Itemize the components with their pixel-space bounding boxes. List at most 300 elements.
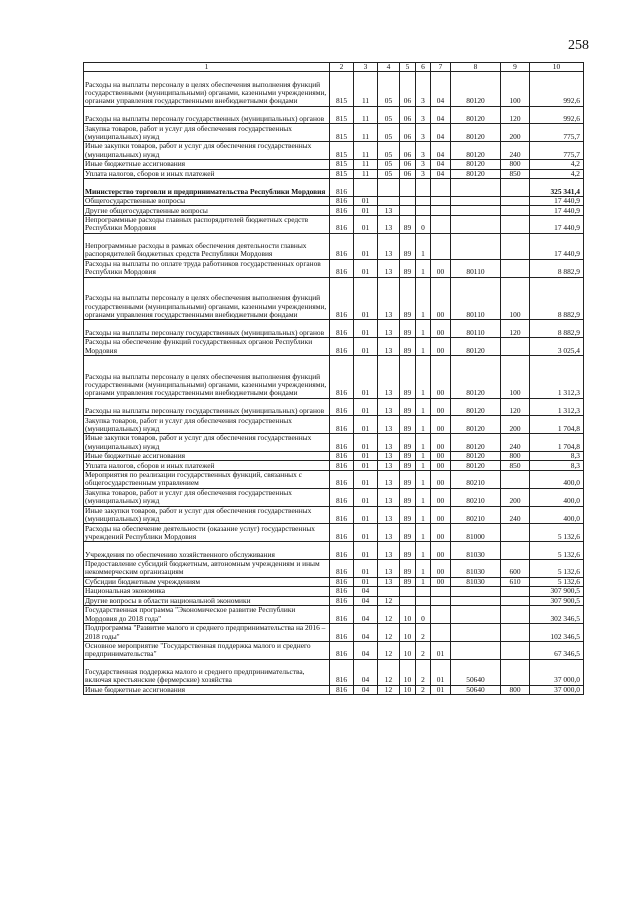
amount-cell: 17 440,9 — [530, 233, 584, 259]
code-cell-c3: 01 — [354, 398, 378, 416]
code-cell-c3: 04 — [354, 641, 378, 659]
code-cell-c9 — [501, 606, 530, 624]
code-cell-c4: 13 — [378, 542, 400, 560]
row-description: Иные закупки товаров, работ и услуг для обеспечения государственных (муниципальных) нужд — [84, 434, 330, 452]
column-header: 10 — [530, 63, 584, 72]
code-cell-c2: 816 — [330, 624, 354, 642]
code-cell-c9: 850 — [501, 169, 530, 179]
table-row — [84, 606, 584, 624]
code-cell-c7 — [431, 606, 451, 624]
code-cell-c8: 80120 — [451, 416, 501, 434]
amount-cell: 1 312,3 — [530, 355, 584, 398]
code-cell-c6: 2 — [416, 641, 431, 659]
code-cell-c2: 816 — [330, 685, 354, 695]
code-cell-c4: 13 — [378, 398, 400, 416]
code-cell-c2: 815 — [330, 124, 354, 142]
code-cell-c9: 800 — [501, 160, 530, 170]
code-cell-c8: 80110 — [451, 277, 501, 320]
code-cell-c5: 89 — [400, 577, 416, 587]
code-cell-c9: 100 — [501, 72, 530, 106]
table-row — [84, 206, 584, 216]
code-cell-c5: 10 — [400, 624, 416, 642]
table-row — [84, 320, 584, 338]
code-cell-c6: 1 — [416, 233, 431, 259]
amount-cell: 1 704,8 — [530, 416, 584, 434]
code-cell-c9: 240 — [501, 506, 530, 524]
row-description: Государственная программа "Экономическое развитие Республики Мордовия до 2018 года" — [84, 606, 330, 624]
code-cell-c5: 89 — [400, 416, 416, 434]
code-cell-c5: 06 — [400, 142, 416, 160]
table-row — [84, 398, 584, 416]
table-row — [84, 624, 584, 642]
table-row — [84, 169, 584, 179]
row-description: Основное мероприятие "Государственная поддержка малого и среднего предпринимательства" — [84, 641, 330, 659]
table-row — [84, 641, 584, 659]
amount-cell: 17 440,9 — [530, 196, 584, 206]
amount-cell: 17 440,9 — [530, 215, 584, 233]
code-cell-c9 — [501, 659, 530, 685]
column-header: 8 — [451, 63, 501, 72]
code-cell-c7: 04 — [431, 142, 451, 160]
code-cell-c4: 13 — [378, 259, 400, 277]
code-cell-c8: 50640 — [451, 659, 501, 685]
code-cell-c9 — [501, 259, 530, 277]
code-cell-c4: 13 — [378, 338, 400, 356]
code-cell-c4: 05 — [378, 124, 400, 142]
code-cell-c3: 01 — [354, 259, 378, 277]
code-cell-c2: 816 — [330, 488, 354, 506]
code-cell-c8: 80120 — [451, 451, 501, 461]
code-cell-c2: 816 — [330, 215, 354, 233]
amount-cell: 4,2 — [530, 160, 584, 170]
code-cell-c8: 81030 — [451, 542, 501, 560]
amount-cell: 8 882,9 — [530, 320, 584, 338]
amount-cell: 307 900,5 — [530, 587, 584, 597]
code-cell-c4: 05 — [378, 106, 400, 124]
amount-cell: 37 000,0 — [530, 685, 584, 695]
code-cell-c9 — [501, 215, 530, 233]
code-cell-c9 — [501, 524, 530, 542]
table-row — [84, 596, 584, 606]
code-cell-c7: 01 — [431, 641, 451, 659]
amount-cell: 400,0 — [530, 470, 584, 488]
table-row — [84, 233, 584, 259]
code-cell-c6: 3 — [416, 142, 431, 160]
code-cell-c5: 10 — [400, 606, 416, 624]
row-description: Непрограммные расходы в рамках обеспечения деятельности главных распорядителей бюджетных средств Республики Мордовия — [84, 233, 330, 259]
code-cell-c7 — [431, 179, 451, 197]
code-cell-c9 — [501, 470, 530, 488]
table-row — [84, 259, 584, 277]
code-cell-c4: 13 — [378, 451, 400, 461]
row-description: Мероприятия по реализации государственных функций, связанных с общегосударственным управлением — [84, 470, 330, 488]
amount-cell: 992,6 — [530, 72, 584, 106]
code-cell-c9: 600 — [501, 559, 530, 577]
code-cell-c9 — [501, 542, 530, 560]
page-number: 258 — [568, 38, 589, 53]
code-cell-c3: 11 — [354, 124, 378, 142]
code-cell-c2: 816 — [330, 320, 354, 338]
row-description: Другие общегосударственные вопросы — [84, 206, 330, 216]
code-cell-c2: 816 — [330, 587, 354, 597]
code-cell-c6: 1 — [416, 542, 431, 560]
row-description: Государственная поддержка малого и среднего предпринимательства, включая крестьянские (фермерские) хозяйства — [84, 659, 330, 685]
code-cell-c3: 01 — [354, 461, 378, 471]
code-cell-c9: 800 — [501, 685, 530, 695]
row-description: Расходы на выплаты персоналу государственных (муниципальных) органов — [84, 106, 330, 124]
code-cell-c4: 12 — [378, 596, 400, 606]
code-cell-c8: 80120 — [451, 355, 501, 398]
code-cell-c8 — [451, 596, 501, 606]
row-description: Уплата налогов, сборов и иных платежей — [84, 169, 330, 179]
code-cell-c5: 06 — [400, 160, 416, 170]
table-row — [84, 542, 584, 560]
code-cell-c3: 04 — [354, 685, 378, 695]
code-cell-c6: 1 — [416, 338, 431, 356]
amount-cell: 5 132,6 — [530, 559, 584, 577]
row-description: Предоставление субсидий бюджетным, автономным учреждениям и иным некоммерческим организациям — [84, 559, 330, 577]
code-cell-c6 — [416, 196, 431, 206]
code-cell-c2: 816 — [330, 196, 354, 206]
amount-cell: 4,2 — [530, 169, 584, 179]
table-row — [84, 106, 584, 124]
code-cell-c3: 01 — [354, 215, 378, 233]
code-cell-c6: 1 — [416, 259, 431, 277]
code-cell-c9: 240 — [501, 434, 530, 452]
code-cell-c4: 05 — [378, 142, 400, 160]
code-cell-c2: 816 — [330, 659, 354, 685]
code-cell-c3: 01 — [354, 470, 378, 488]
amount-cell: 1 312,3 — [530, 398, 584, 416]
row-description: Непрограммные расходы главных распорядителей бюджетных средств Республики Мордовия — [84, 215, 330, 233]
table-row — [84, 559, 584, 577]
table-row — [84, 506, 584, 524]
table-row — [84, 416, 584, 434]
code-cell-c4: 13 — [378, 416, 400, 434]
amount-cell: 17 440,9 — [530, 206, 584, 216]
table-row — [84, 215, 584, 233]
code-cell-c8 — [451, 206, 501, 216]
code-cell-c2: 816 — [330, 398, 354, 416]
code-cell-c6: 1 — [416, 524, 431, 542]
amount-cell: 5 132,6 — [530, 524, 584, 542]
code-cell-c3: 04 — [354, 624, 378, 642]
code-cell-c2: 816 — [330, 206, 354, 216]
amount-cell: 67 346,5 — [530, 641, 584, 659]
code-cell-c5: 89 — [400, 398, 416, 416]
code-cell-c9: 100 — [501, 277, 530, 320]
code-cell-c2: 816 — [330, 338, 354, 356]
code-cell-c7: 00 — [431, 434, 451, 452]
code-cell-c4: 13 — [378, 461, 400, 471]
code-cell-c6: 1 — [416, 434, 431, 452]
code-cell-c7: 00 — [431, 577, 451, 587]
code-cell-c7: 00 — [431, 461, 451, 471]
budget-table — [83, 62, 584, 695]
code-cell-c3: 11 — [354, 160, 378, 170]
code-cell-c7: 00 — [431, 355, 451, 398]
code-cell-c7: 04 — [431, 160, 451, 170]
code-cell-c6: 1 — [416, 355, 431, 398]
row-description: Национальная экономика — [84, 587, 330, 597]
code-cell-c8: 80120 — [451, 142, 501, 160]
amount-cell: 5 132,6 — [530, 542, 584, 560]
code-cell-c8 — [451, 587, 501, 597]
table-row — [84, 434, 584, 452]
table-row — [84, 124, 584, 142]
code-cell-c8: 80120 — [451, 338, 501, 356]
code-cell-c7 — [431, 233, 451, 259]
code-cell-c5: 06 — [400, 124, 416, 142]
table-row — [84, 196, 584, 206]
table-row — [84, 277, 584, 320]
code-cell-c7 — [431, 596, 451, 606]
amount-cell: 8 882,9 — [530, 277, 584, 320]
table-row — [84, 160, 584, 170]
code-cell-c8: 80120 — [451, 461, 501, 471]
code-cell-c7 — [431, 624, 451, 642]
code-cell-c3: 01 — [354, 277, 378, 320]
table-row — [84, 451, 584, 461]
code-cell-c3: 01 — [354, 542, 378, 560]
code-cell-c8 — [451, 179, 501, 197]
code-cell-c5 — [400, 587, 416, 597]
code-cell-c9 — [501, 624, 530, 642]
table-row — [84, 338, 584, 356]
code-cell-c4: 13 — [378, 233, 400, 259]
code-cell-c3: 01 — [354, 524, 378, 542]
code-cell-c8: 80120 — [451, 106, 501, 124]
code-cell-c7: 04 — [431, 124, 451, 142]
table-row — [84, 685, 584, 695]
code-cell-c4: 12 — [378, 606, 400, 624]
amount-cell: 992,6 — [530, 106, 584, 124]
amount-cell: 5 132,6 — [530, 577, 584, 587]
code-cell-c9 — [501, 179, 530, 197]
code-cell-c8: 80210 — [451, 488, 501, 506]
code-cell-c6: 1 — [416, 398, 431, 416]
code-cell-c2: 816 — [330, 559, 354, 577]
code-cell-c3: 01 — [354, 434, 378, 452]
row-description: Министерство торговли и предпринимательства Республики Мордовия — [84, 179, 330, 197]
code-cell-c3: 01 — [354, 338, 378, 356]
code-cell-c4: 13 — [378, 320, 400, 338]
amount-cell: 102 346,5 — [530, 624, 584, 642]
code-cell-c7 — [431, 215, 451, 233]
code-cell-c4: 05 — [378, 169, 400, 179]
code-cell-c7: 00 — [431, 320, 451, 338]
code-cell-c4: 13 — [378, 206, 400, 216]
column-header: 4 — [378, 63, 400, 72]
code-cell-c6: 2 — [416, 659, 431, 685]
code-cell-c7: 00 — [431, 259, 451, 277]
amount-cell: 775,7 — [530, 142, 584, 160]
code-cell-c8: 50640 — [451, 685, 501, 695]
code-cell-c6: 1 — [416, 577, 431, 587]
code-cell-c5: 10 — [400, 685, 416, 695]
code-cell-c3: 01 — [354, 506, 378, 524]
table-row — [84, 488, 584, 506]
code-cell-c4: 12 — [378, 659, 400, 685]
code-cell-c9: 200 — [501, 488, 530, 506]
row-description: Субсидии бюджетным учреждениям — [84, 577, 330, 587]
row-description: Иные закупки товаров, работ и услуг для обеспечения государственных (муниципальных) нужд — [84, 142, 330, 160]
code-cell-c7: 04 — [431, 106, 451, 124]
code-cell-c2: 816 — [330, 470, 354, 488]
code-cell-c3 — [354, 179, 378, 197]
row-description: Подпрограмма "Развитие малого и среднего предпринимательства на 2016 – 2018 годы" — [84, 624, 330, 642]
code-cell-c6: 3 — [416, 72, 431, 106]
table-row — [84, 72, 584, 106]
code-cell-c2: 816 — [330, 506, 354, 524]
code-cell-c6: 0 — [416, 606, 431, 624]
code-cell-c3: 04 — [354, 596, 378, 606]
code-cell-c2: 816 — [330, 233, 354, 259]
code-cell-c2: 816 — [330, 259, 354, 277]
code-cell-c7: 00 — [431, 277, 451, 320]
code-cell-c7: 00 — [431, 451, 451, 461]
code-cell-c9 — [501, 233, 530, 259]
code-cell-c5: 06 — [400, 169, 416, 179]
code-cell-c3: 11 — [354, 169, 378, 179]
code-cell-c5: 10 — [400, 641, 416, 659]
code-cell-c7: 00 — [431, 542, 451, 560]
code-cell-c2: 816 — [330, 641, 354, 659]
code-cell-c2: 816 — [330, 606, 354, 624]
code-cell-c4: 13 — [378, 488, 400, 506]
code-cell-c9 — [501, 338, 530, 356]
row-description: Расходы на выплаты персоналу в целях обеспечения выполнения функций государственными (муниципальными) органами, казенными учреждениями, органами управления государственными внебюджетными фондами — [84, 355, 330, 398]
code-cell-c3: 04 — [354, 659, 378, 685]
code-cell-c5: 89 — [400, 506, 416, 524]
row-description: Расходы на выплаты по оплате труда работников государственных органов Республики Мордовия — [84, 259, 330, 277]
code-cell-c7: 00 — [431, 398, 451, 416]
code-cell-c5: 89 — [400, 434, 416, 452]
code-cell-c6 — [416, 587, 431, 597]
code-cell-c8 — [451, 196, 501, 206]
table-header-row — [84, 63, 584, 72]
code-cell-c7 — [431, 196, 451, 206]
code-cell-c6: 3 — [416, 124, 431, 142]
code-cell-c5: 89 — [400, 355, 416, 398]
code-cell-c4: 13 — [378, 355, 400, 398]
code-cell-c8: 80120 — [451, 398, 501, 416]
code-cell-c5: 89 — [400, 233, 416, 259]
code-cell-c7: 00 — [431, 488, 451, 506]
code-cell-c6: 1 — [416, 559, 431, 577]
amount-cell: 8 882,9 — [530, 259, 584, 277]
code-cell-c5: 89 — [400, 215, 416, 233]
code-cell-c7 — [431, 587, 451, 597]
row-description: Закупка товаров, работ и услуг для обеспечения государственных (муниципальных) нужд — [84, 124, 330, 142]
code-cell-c4 — [378, 196, 400, 206]
code-cell-c5: 89 — [400, 320, 416, 338]
row-description: Расходы на обеспечение деятельности (оказание услуг) государственных учреждений Республики Мордовия — [84, 524, 330, 542]
row-description: Закупка товаров, работ и услуг для обеспечения государственных (муниципальных) нужд — [84, 488, 330, 506]
code-cell-c5: 89 — [400, 451, 416, 461]
code-cell-c2: 815 — [330, 160, 354, 170]
code-cell-c8: 80120 — [451, 72, 501, 106]
code-cell-c3: 01 — [354, 559, 378, 577]
code-cell-c8 — [451, 641, 501, 659]
code-cell-c4: 12 — [378, 641, 400, 659]
code-cell-c7: 01 — [431, 659, 451, 685]
code-cell-c9 — [501, 596, 530, 606]
code-cell-c9 — [501, 206, 530, 216]
amount-cell: 8,3 — [530, 461, 584, 471]
code-cell-c3: 01 — [354, 233, 378, 259]
code-cell-c4: 05 — [378, 160, 400, 170]
code-cell-c2: 816 — [330, 542, 354, 560]
amount-cell: 325 341,4 — [530, 179, 584, 197]
code-cell-c6: 1 — [416, 320, 431, 338]
code-cell-c5: 89 — [400, 524, 416, 542]
code-cell-c9: 120 — [501, 320, 530, 338]
amount-cell: 8,3 — [530, 451, 584, 461]
row-description: Уплата налогов, сборов и иных платежей — [84, 461, 330, 471]
code-cell-c8 — [451, 606, 501, 624]
code-cell-c6: 1 — [416, 416, 431, 434]
code-cell-c6 — [416, 596, 431, 606]
code-cell-c9: 240 — [501, 142, 530, 160]
code-cell-c5 — [400, 179, 416, 197]
code-cell-c9 — [501, 196, 530, 206]
code-cell-c3: 11 — [354, 142, 378, 160]
code-cell-c5: 89 — [400, 259, 416, 277]
code-cell-c3: 01 — [354, 488, 378, 506]
code-cell-c9: 200 — [501, 416, 530, 434]
code-cell-c6: 1 — [416, 488, 431, 506]
code-cell-c4: 13 — [378, 215, 400, 233]
code-cell-c5: 89 — [400, 461, 416, 471]
table-row — [84, 461, 584, 471]
code-cell-c7: 01 — [431, 685, 451, 695]
code-cell-c2: 816 — [330, 277, 354, 320]
code-cell-c5: 06 — [400, 106, 416, 124]
code-cell-c9: 610 — [501, 577, 530, 587]
code-cell-c8 — [451, 233, 501, 259]
row-description: Иные бюджетные ассигнования — [84, 160, 330, 170]
row-description: Учреждения по обеспечению хозяйственного обслуживания — [84, 542, 330, 560]
code-cell-c4 — [378, 587, 400, 597]
code-cell-c9: 120 — [501, 106, 530, 124]
code-cell-c2: 816 — [330, 179, 354, 197]
code-cell-c6: 0 — [416, 215, 431, 233]
code-cell-c3: 01 — [354, 320, 378, 338]
code-cell-c6: 1 — [416, 470, 431, 488]
code-cell-c2: 816 — [330, 355, 354, 398]
code-cell-c3: 04 — [354, 606, 378, 624]
code-cell-c4: 13 — [378, 277, 400, 320]
code-cell-c6: 1 — [416, 277, 431, 320]
code-cell-c7: 00 — [431, 559, 451, 577]
code-cell-c6: 3 — [416, 106, 431, 124]
code-cell-c4: 13 — [378, 524, 400, 542]
code-cell-c9: 800 — [501, 451, 530, 461]
code-cell-c5 — [400, 206, 416, 216]
code-cell-c8: 80120 — [451, 160, 501, 170]
code-cell-c3: 01 — [354, 206, 378, 216]
column-header: 9 — [501, 63, 530, 72]
code-cell-c2: 815 — [330, 142, 354, 160]
code-cell-c7: 04 — [431, 72, 451, 106]
code-cell-c8: 80210 — [451, 470, 501, 488]
code-cell-c8: 80110 — [451, 320, 501, 338]
amount-cell: 37 000,0 — [530, 659, 584, 685]
code-cell-c2: 816 — [330, 451, 354, 461]
amount-cell: 400,0 — [530, 506, 584, 524]
code-cell-c6: 3 — [416, 169, 431, 179]
